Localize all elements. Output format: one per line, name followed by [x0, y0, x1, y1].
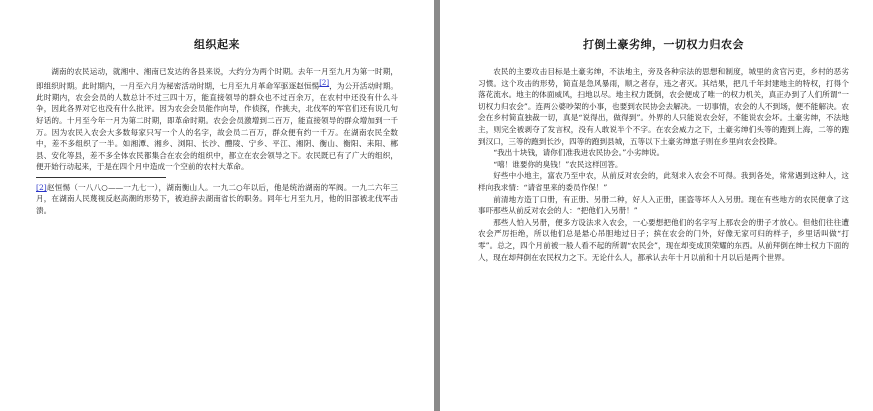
left-paragraph-part-1: 湖南的农民运动，就湘中、湘南已发达的各县来说，大约分为两个时期。去年一月至九月为第一时期，即组织时期。此时期内，一月至六月为秘密活动时期，七月至九月革命军驱逐赵恒惕 [36, 67, 398, 91]
right-paragraph: 前清地方造丁口册，有正册、另册二种，好人入正册，匪盗等坏人入另册。现在有些地方的农民便拿了这事吓那些从前反对农会的人：“把他们入另册！” [478, 194, 849, 216]
right-paragraph: 农民的主要攻击目标是土豪劣绅，不法地主，旁及各种宗法的思想和制度，城里的贪官污吏，乡村的恶劣习惯。这个攻击的形势，简直是急风暴雨，顺之者存，违之者灭。其结果，把几千年封建地主的特权，打得个落花流水。地主的体面威风，扫地以尽。地主权力既倒，农会便成了唯一的权力机关，真正办到了人们所谓“一切权力归农会”。连两公婆吵架的小事，也要到农民协会去解决。一切事情，农会的人不到场，便不能解决。农会在乡村简直独裁一切，真是“说得出，做得到”。外界的人只能说农会好，不能说农会坏。土豪劣绅，不法地主，则完全被剥夺了发言权，没有人敢说半个不字。在农会威力之下，土豪劣绅们头等的跑到上海，二等的跑到汉口，三等的跑到长沙，四等的跑到县城，五等以下土豪劣绅崽子则在乡里向农会投降。 [478, 67, 849, 146]
left-paragraph-part-2: ，为公开活动时期。此时期内，农会会员的人数总计不过三四十万，能直接领导的群众也不过百余万，在农村中还没有什么斗争，因此各界对它也没有什么批评。因为农会会员能作向导，作侦探，作挑夫，北伐军的军官们还有说几句好话的。十月至今年一月为第二时期，即革命时期。农会会员激增到二百万，能直接领导的群众增加到一千万。因为农民入农会大多数每家只写一个人的名字，故会员二百万，群众便有约一千万。在湖南农民全数中，差不多组织了一半。如湘潭、湘乡、浏阳、长沙、醴陵、宁乡、平江、湘阴、衡山、衡阳、耒阳、郴县、安化等县，差不多全体农民都集合在农会的组织中，都立在农会领导之下。农民既已有了广大的组织，便开始行动起来，于是在四个月中造成一个空前的农村大革命。 [36, 81, 399, 172]
footnote-divider [36, 177, 166, 178]
left-page [0, 0, 434, 411]
right-paragraph: “嘻！谁要你的臭钱！”农民这样回答。 [493, 159, 623, 169]
right-paragraph: “我出十块钱，请你们准我进农民协会。”小劣绅说。 [493, 148, 665, 158]
footnote-text: 赵恒惕（一八八○——一九七一），湖南衡山人。一九二○年以后，他是统治湖南的军阀。一九二六年三月，在湖南人民蔑视反赵高潮的形势下，被迫辞去湖南省长的职务。同年七月至九月，他的旧部被北伐军击溃。 [36, 182, 398, 216]
right-page [440, 0, 873, 411]
left-page-title: 组织起来 [194, 38, 240, 51]
right-paragraph: 那些人怕入另册，便多方设法求入农会，一心要想把他们的名字写上那农会的册子才放心。但他们往往遭农会严厉拒绝，所以他们总是悬心吊胆地过日子；摈在农会的门外，好像无家可归的样子，乡里话叫做“打零”。总之，四个月前被一般人看不起的所谓“农民会”，现在却变成顶荣耀的东西。从前拜倒在绅士权力下面的人，现在却拜倒在农民权力之下。无论什么人，都承认去年十月以前和十月以后是两个世界。 [478, 217, 849, 262]
footnote-backlink[interactable]: [2] [36, 182, 47, 192]
left-paragraph [36, 66, 398, 173]
right-page-title: 打倒土豪劣绅，一切权力归农会 [583, 38, 744, 51]
right-paragraph: 好些中小地主，富农乃至中农，从前反对农会的，此刻求入农会不可得。我到各处，常常遇到这种人，这样向我求情：“请省里来的委员作保！” [478, 171, 849, 192]
footnote [36, 182, 398, 217]
footnote-reference-link[interactable]: [2] [319, 78, 330, 87]
